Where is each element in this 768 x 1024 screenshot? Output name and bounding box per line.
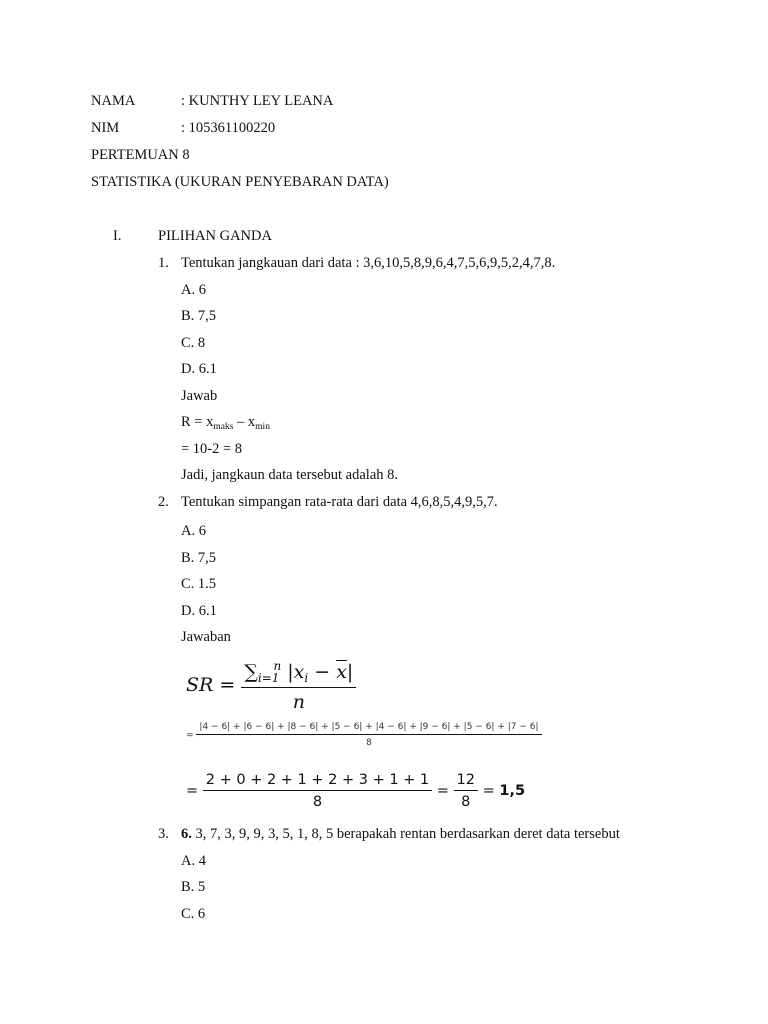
meeting-title: PERTEMUAN 8 [91,147,190,163]
sr-formula [186,659,356,713]
sr-lhs: SR = [186,674,236,696]
q1-formula-sub-max: maks [213,422,234,432]
res-equals-3: = [482,783,500,799]
subject-title: STATISTIKA (UKURAN PENYEBARAN DATA) [91,174,389,190]
sr-result-calculation [186,772,525,810]
q3-option-b: B. 5 [181,879,206,895]
sr-minus: − [308,661,337,683]
res-fraction-2 [454,772,478,810]
section-title: PILIHAN GANDA [158,228,272,244]
sr-abs-close: | [346,661,354,683]
q3-option-c: C. 6 [181,906,206,922]
q1-option-b: B. 7,5 [181,308,217,324]
q1-conclusion: Jadi, jangkaun data tersebut adalah 8. [181,467,399,483]
q1-text: Tentukan jangkauan dari data : 3,6,10,5,8,9,6,4,7,5,6,9,5,2,4,7,8. [181,255,556,271]
section-numeral: I. [113,228,122,244]
name-value: : KUNTHY LEY LEANA [181,93,334,109]
q3-number: 3. [158,826,169,842]
q3-question [181,825,620,843]
name-label: NAMA [91,93,136,109]
calc-fraction [196,722,541,748]
res-denominator-1: 8 [312,794,323,810]
sr-expanded-calculation [186,722,542,748]
q2-number: 2. [158,494,169,510]
calc-equals: = [186,730,194,741]
q1-formula-minus: – x [233,414,256,430]
q1-number: 1. [158,255,169,271]
q3-bold-prefix: 6. [181,826,192,842]
q1-option-a: A. 6 [181,282,206,298]
q1-formula-sub-min: min [255,422,270,432]
sr-mean-symbol: $\overline{x}$ [336,661,347,683]
res-denominator-2: 8 [461,794,471,810]
q3-text: 3, 7, 3, 9, 9, 3, 5, 1, 8, 5 berapakah rentan berdasarkan deret data tersebut [191,826,620,842]
sum-lower-limit: i=1 [257,671,280,685]
q1-answer-label: Jawab [181,388,218,404]
q1-option-d: D. 6.1 [181,361,217,377]
nim-value: : 105361100220 [181,120,276,136]
res-fraction-1 [203,772,432,810]
res-equals-1: = [186,783,199,799]
q1-option-c: C. 8 [181,335,206,351]
q2-option-a: A. 6 [181,523,206,539]
q1-calculation: = 10-2 = 8 [181,441,243,457]
sr-denominator: n [292,691,305,713]
sum-symbol: ∑ [244,661,258,683]
sr-index: i [304,671,309,685]
q3-option-a: A. 4 [181,853,206,869]
sr-numerator [241,659,356,688]
q1-formula-left: R = x [181,414,214,430]
q2-answer-label: Jawaban [181,629,231,645]
sum-upper-limit: n [273,659,282,673]
res-numerator-1: 2 + 0 + 2 + 1 + 2 + 3 + 1 + 1 [203,772,432,791]
q2-option-d: D. 6.1 [181,603,217,619]
res-numerator-2: 12 [454,772,478,791]
res-equals-2: = [436,783,449,799]
q2-text: Tentukan simpangan rata-rata dari data 4,6,8,5,4,9,5,7. [181,494,498,510]
nim-label: NIM [91,120,120,136]
sr-abs-open: |x [287,661,305,683]
calc-denominator: 8 [366,738,372,748]
q2-option-b: B. 7,5 [181,550,217,566]
q1-range-formula [181,413,270,433]
q2-option-c: C. 1.5 [181,576,217,592]
res-final-value: 1,5 [499,783,526,799]
calc-numerator: |4 − 6| + |6 − 6| + |8 − 6| + |5 − 6| + |4 − 6| + |9 − 6| + |5 − 6| + |7 − 6| [196,722,541,735]
sr-fraction [241,659,356,713]
